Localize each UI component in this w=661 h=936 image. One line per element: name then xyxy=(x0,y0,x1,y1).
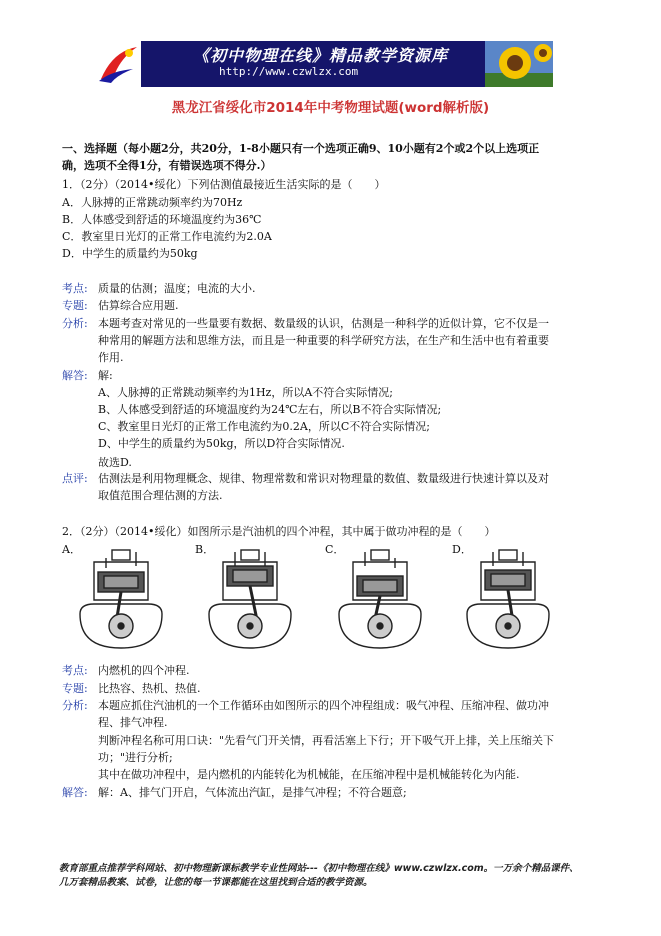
q2-stem: 2．（2分）（2014•绥化）如图所示是汽油机的四个冲程，其中属于做功冲程的是（ ） xyxy=(62,525,496,538)
q2-jieda-label: 解答: xyxy=(62,786,88,799)
q1-fenxi-line: 作用. xyxy=(98,351,124,364)
q2-fenxi-label: 分析: xyxy=(62,699,88,712)
banner-url: http://www.czwlzx.com xyxy=(219,65,359,78)
footer-line: 几万套精品教案、试卷，让您的每一节课都能在这里找到合适的教学资源。 xyxy=(59,877,373,888)
q1-dianping-line: 估测法是利用物理概念、规律、物理常数和常识对物理量的数值、数量级进行快速计算以及对 xyxy=(98,472,549,485)
sunflower-image xyxy=(485,41,553,87)
q1-jieda-line: B、人体感受到舒适的环境温度约为24℃左右，所以B不符合实际情况; xyxy=(98,403,442,416)
q1-kaodian: 质量的估测；温度；电流的大小. xyxy=(98,282,256,295)
q2-option-a-letter: A． xyxy=(62,543,81,556)
q1-jieda-line: A、人脉搏的正常跳动频率约为1Hz，所以A不符合实际情况; xyxy=(98,386,393,399)
q2-fenxi-line: 其中在做功冲程中，是内燃机的内能转化为机械能，在压缩冲程中是机械能转化为内能. xyxy=(98,768,520,781)
section-heading-line2: 确，选项不全得1分，有错误选项不得分.） xyxy=(62,159,272,172)
section-heading-line1: 一、选择题（每小题2分，共20分，1-8小题只有一个选项正确9、10小题有2个或2个以上选项正 xyxy=(62,142,540,155)
q2-kaodian-label: 考点: xyxy=(62,664,88,677)
q1-zhuanti: 估算综合应用题. xyxy=(98,299,179,312)
q1-jieda-line: 解: xyxy=(98,369,113,382)
q2-zhuanti: 比热容、热机、热值. xyxy=(98,682,201,695)
q1-jieda-line: 故选D. xyxy=(98,456,132,469)
page-footer xyxy=(59,862,619,890)
engine-diagram-d xyxy=(463,548,553,650)
banner-title: 《初中物理在线》精品教学资源库 xyxy=(193,46,449,65)
q2-fenxi-line: 程、排气冲程. xyxy=(98,716,168,729)
site-banner xyxy=(93,41,553,87)
q2-kaodian: 内燃机的四个冲程. xyxy=(98,664,190,677)
q1-dianping-line: 取值范围合理估测的方法. xyxy=(98,489,223,502)
q1-option-d: D．中学生的质量约为50kg xyxy=(62,247,198,260)
q1-kaodian-label: 考点: xyxy=(62,282,88,295)
q1-option-b: B．人体感受到舒适的环境温度约为36℃ xyxy=(62,213,262,226)
logo-icon xyxy=(93,41,141,87)
q2-fenxi-line: 功；"进行分析; xyxy=(98,751,173,764)
q2-fenxi-line: 本题应抓住汽油机的一个工作循环由如图所示的四个冲程组成：吸气冲程、压缩冲程、做功冲 xyxy=(98,699,549,712)
q1-jieda-line: D、中学生的质量约为50kg，所以D符合实际情况. xyxy=(98,437,345,450)
q1-option-c: C．教室里日光灯的正常工作电流约为2.0A xyxy=(62,230,272,243)
q1-stem: 1．（2分）（2014•绥化）下列估测值最接近生活实际的是（ ） xyxy=(62,178,386,191)
q1-fenxi-label: 分析: xyxy=(62,317,88,330)
q1-fenxi-line: 种常用的解题方法和思维方法，而且是一种重要的科学研究方法，在生产和生活中也有着重要 xyxy=(98,334,549,347)
q1-zhuanti-label: 专题: xyxy=(62,299,88,312)
q2-option-b-letter: B． xyxy=(195,543,215,556)
engine-diagram-a xyxy=(76,548,166,650)
q2-jieda-line: 解：A、排气门开启，气体流出汽缸，是排气冲程；不符合题意; xyxy=(98,786,407,799)
footer-line: 教育部重点推荐学科网站、初中物理新课标教学专业性网站---《初中物理在线》www.czwlzx.com。一万余个精品课件、 xyxy=(59,863,579,874)
q1-option-a: A．人脉搏的正常跳动频率约为70Hz xyxy=(62,196,243,209)
q2-fenxi-line: 判断冲程名称可用口诀："先看气门开关情，再看活塞上下行；开下吸气开上排，关上压缩关下 xyxy=(98,734,555,747)
q2-option-c-letter: C． xyxy=(325,543,345,556)
q1-jieda-label: 解答: xyxy=(62,369,88,382)
engine-diagram-b xyxy=(205,548,295,650)
q1-dianping-label: 点评: xyxy=(62,472,88,485)
q1-jieda-line: C、教室里日光灯的正常工作电流约为0.2A，所以C不符合实际情况; xyxy=(98,420,430,433)
q2-option-d-letter: D． xyxy=(452,543,472,556)
q1-fenxi-line: 本题考查对常见的一些量要有数据、数量级的认识，估测是一种科学的近似计算，它不仅是一 xyxy=(98,317,549,330)
q2-zhuanti-label: 专题: xyxy=(62,682,88,695)
engine-diagram-c xyxy=(335,548,425,650)
document-title: 黑龙江省绥化市2014年中考物理试题(word解析版) xyxy=(171,100,490,116)
